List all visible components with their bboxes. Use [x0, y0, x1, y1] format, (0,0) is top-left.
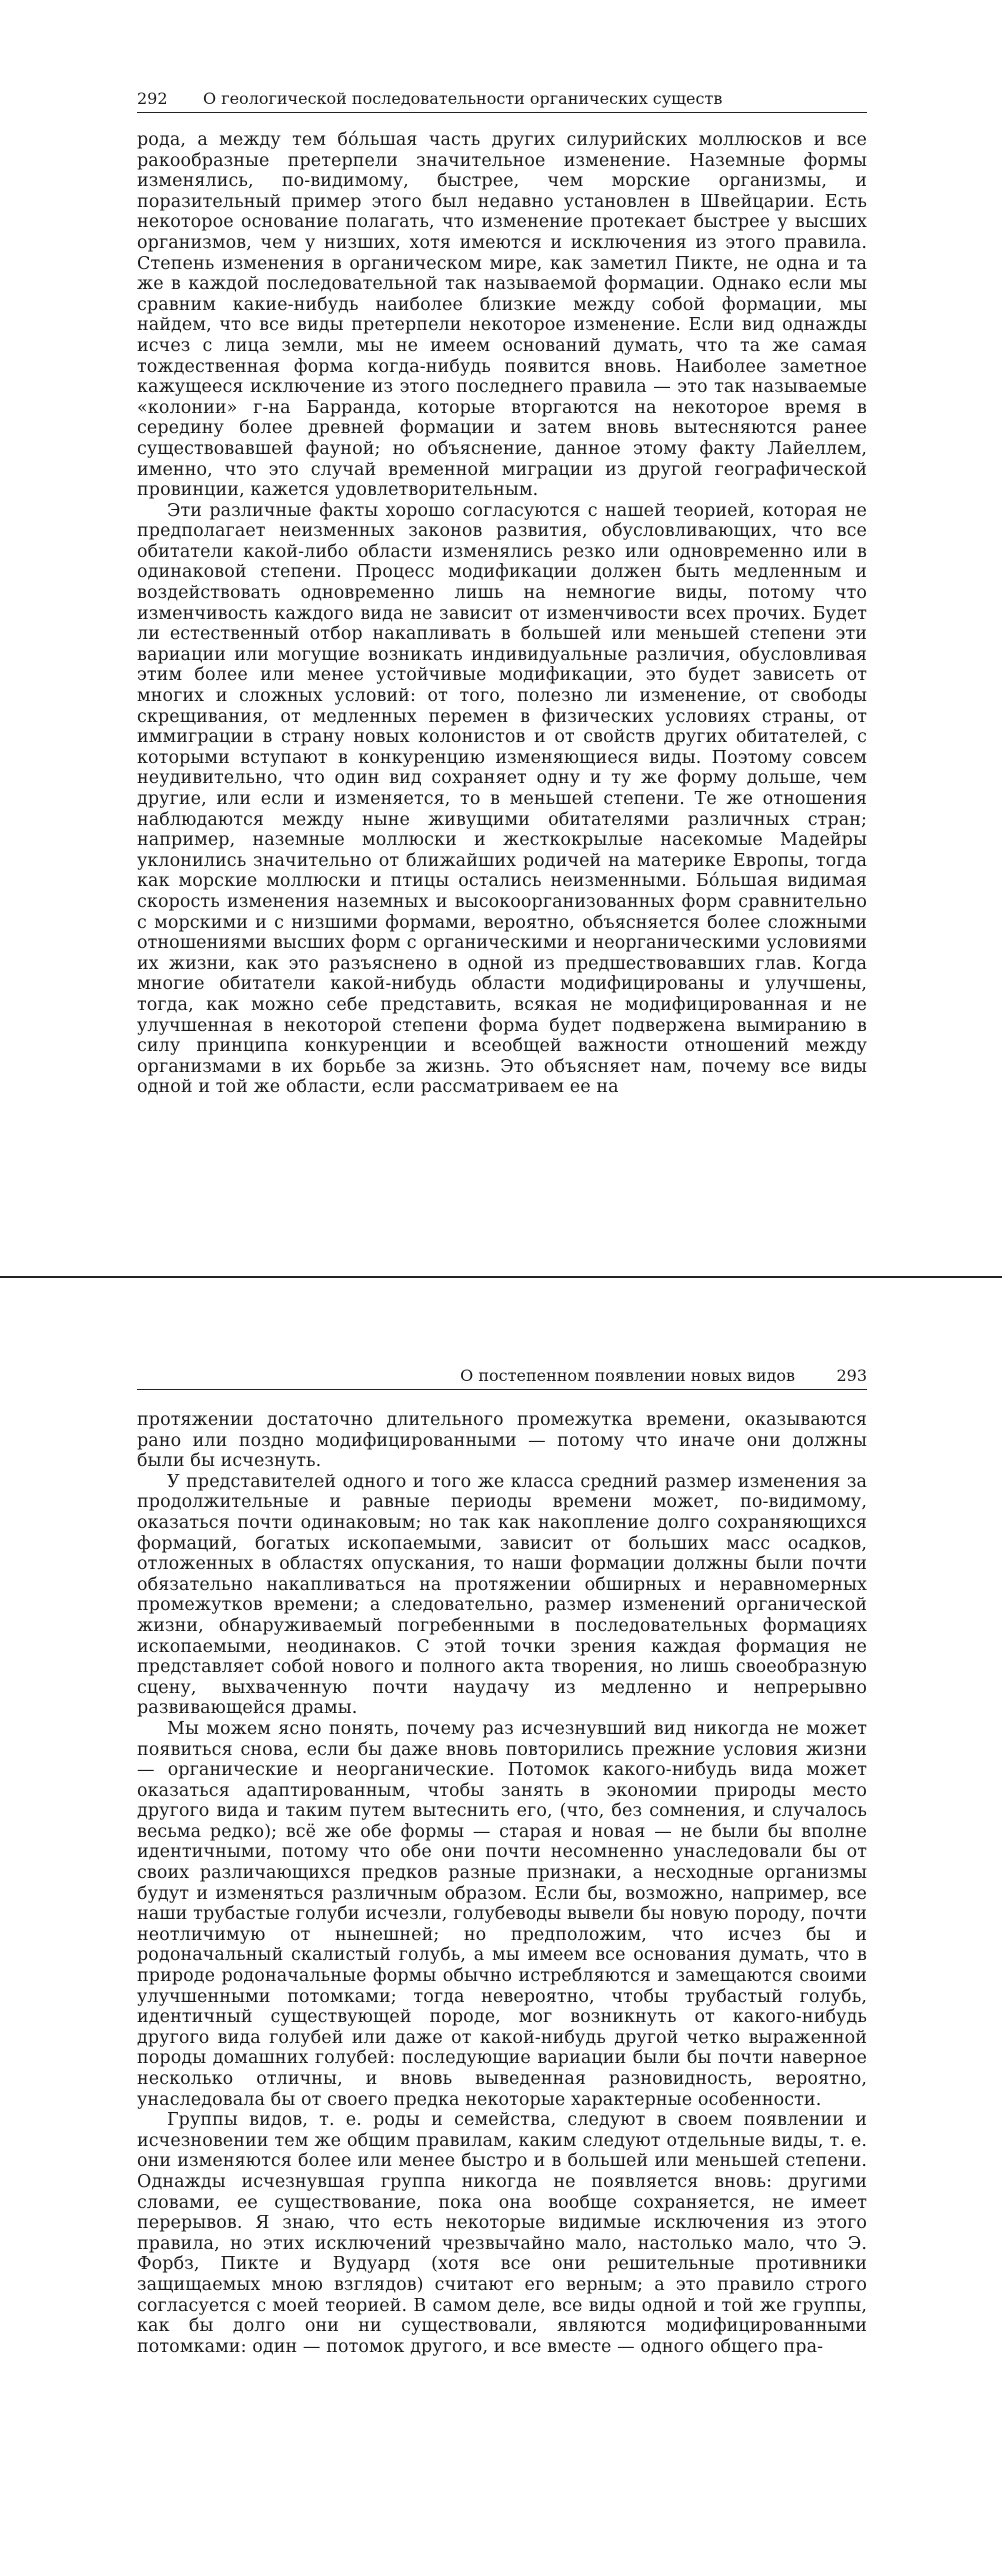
- page-292: [0, 0, 1002, 1276]
- page-number: 292: [137, 89, 168, 108]
- paragraph: Группы видов, т. е. роды и семейства, следуют в своем появлении и исчезновении тем же общим правилам, каким следуют отдельные виды, т. е. они изменяются более или менее быстро и в большей или меньшей степени. Однажды исчезнувшая группа никогда не появляется вновь: другими словами, ее существование, пока она вообще сохраняется, не имеет перерывов. Я знаю, что есть некоторые видимые исключения из этого правила, но этих исключений чрезвычайно мало, настолько мало, что Э. Форбз, Пикте и Вудуард (хотя все они решительные противники защищаемых мною взглядов) считают его верным; а это правило строго согласуется с моей теорией. В самом деле, все виды одной и той же группы, как бы долго они ни существовали, являются модифицированными потомками: один — потомок другого, и все вместе — одного общего пра-: [137, 2110, 867, 2357]
- paragraph: протяжении достаточно длительного промежутка времени, оказываются рано или поздно модифицированными — потому что иначе они должны были бы исчезнуть.: [137, 1410, 867, 1472]
- paragraph: Мы можем ясно понять, почему раз исчезнувший вид никогда не может появиться снова, если бы даже вновь повторились прежние условия жизни — органические и неорганические. Потомок какого-нибудь вида может оказаться адаптированным, чтобы занять в экономии природы место другого вида и таким путем вытеснить его, (что, без сомнения, и случалось весьма редко); всё же обе формы — старая и новая — не были бы вполне идентичными, потому что обе они почти несомненно унаследовали бы от своих различающихся предков разные признаки, а несходные организмы будут и изменяться различным образом. Если бы, возможно, например, все наши трубастые голуби исчезли, голубеводы вывели бы новую породу, почти неотличимую от нынешней; но предположим, что исчез бы и родоначальный скалистый голубь, а мы имеем все основания думать, что в природе родоначальные формы обычно истребляются и замещаются своими улучшенными потомками; тогда невероятно, чтобы трубастый голубь, идентичный существующей породе, мог возникнуть от какого-нибудь другого вида голубей или даже от какой-нибудь другой четко выраженной породы домашних голубей: последующие вариации были бы почти наверное несколько отличны, и вновь выведенная разновидность, вероятно, унаследовала бы от своего предка некоторые характерные особенности.: [137, 1718, 867, 2110]
- paragraph: У представителей одного и того же класса средний размер изменения за продолжительные и равные периоды времени может, по-видимому, оказаться почти одинаковым; но так как накопление долго сохраняющихся формаций, богатых ископаемыми, зависит от больших масс осадков, отложенных в областях опускания, то наши формации должны были почти обязательно накапливаться на протяжении обширных и неравномерных промежутков времени; а следовательно, размер изменений органической жизни, обнаруживаемый погребенными в последовательных формациях ископаемыми, неодинаков. С этой точки зрения каждая формация не представляет собой нового и полного акта творения, но лишь своеобразную сцену, выхваченную почти наудачу из медленно и непрерывно развивающейся драмы.: [137, 1471, 867, 1719]
- paragraph: Эти различные факты хорошо согласуются с нашей теорией, которая не предполагает неизменных законов развития, обусловливающих, что все обитатели какой-либо области изменялись резко или одновременно или в одинаковой степени. Процесс модификации должен быть медленным и воздействовать одновременно лишь на немногие виды, потому что изменчивость каждого вида не зависит от изменчивости всех прочих. Будет ли естественный отбор накапливать в большей или меньшей степени эти вариации или могущие возникать индивидуальные различия, обусловливая этим более или менее устойчивые модификации, это будет зависеть от многих и сложных условий: от того, полезно ли изменение, от свободы скрещивания, от медленных перемен в физических условиях страны, от иммиграции в страну новых колонистов и от свойств других обитателей, с которыми вступают в конкуренцию изменяющиеся виды. Поэтому совсем неудивительно, что один вид сохраняет одну и ту же форму дольше, чем другие, или если и изменяется, то в меньшей степени. Те же отношения наблюдаются между ныне живущими обитателями различных стран; например, наземные моллюски и жесткокрылые насекомые Мадейры уклонились значительно от ближайших родичей на материке Европы, тогда как морские моллюски и птицы остались неизменными. Бóльшая видимая скорость изменения наземных и высокоорганизованных форм сравнительно с морскими и с низшими формами, вероятно, объясняется более сложными отношениями высших форм с органическими и неорганическими условиями их жизни, как это разъяснено в одной из предшествовавших глав. Когда многие обитатели какой-нибудь области модифицированы и улучшены, тогда, как можно себе представить, всякая не модифицированная и не улучшенная в некоторой степени форма будет подвержена вымиранию в силу принципа конкуренции и всеобщей важности отношений между организмами в их борьбе за жизнь. Это объясняет нам, почему все виды одной и той же области, если рассматриваем ее на: [137, 500, 867, 1098]
- body-text: [137, 1410, 867, 2357]
- running-header: [137, 1366, 867, 1390]
- running-title: О геологической последовательности органических существ: [203, 89, 723, 108]
- running-title: О постепенном появлении новых видов: [460, 1366, 795, 1385]
- page-293: [0, 1278, 1002, 2554]
- paragraph: рода, а между тем бóльшая часть других силурийских моллюсков и все ракообразные претерпели значительное изменение. Наземные формы изменялись, по-видимому, быстрее, чем морские организмы, и поразительный пример этого был недавно установлен в Швейцарии. Есть некоторое основание полагать, что изменение протекает быстрее у высших организмов, чем у низших, хотя имеются и исключения из этого правила. Степень изменения в органическом мире, как заметил Пикте, не одна и та же в каждой последовательной так называемой формации. Однако если мы сравним какие-нибудь наиболее близкие между собой формации, мы найдем, что все виды претерпели некоторое изменение. Если вид однажды исчез с лица земли, мы не имеем оснований думать, что та же самая тождественная форма когда-нибудь появится вновь. Наиболее заметное кажущееся исключение из этого последнего правила — это так называемые «колонии» г-на Барранда, которые вторгаются на некоторое время в середину более древней формации и затем вновь вытесняются ранее существовавшей фауной; но объяснение, данное этому факту Лайеллем, именно, что это случай временной миграции из другой географической провинции, кажется удовлетворительным.: [137, 130, 867, 501]
- body-text: [137, 130, 867, 1098]
- running-header: [137, 89, 867, 113]
- page-number: 293: [836, 1366, 867, 1385]
